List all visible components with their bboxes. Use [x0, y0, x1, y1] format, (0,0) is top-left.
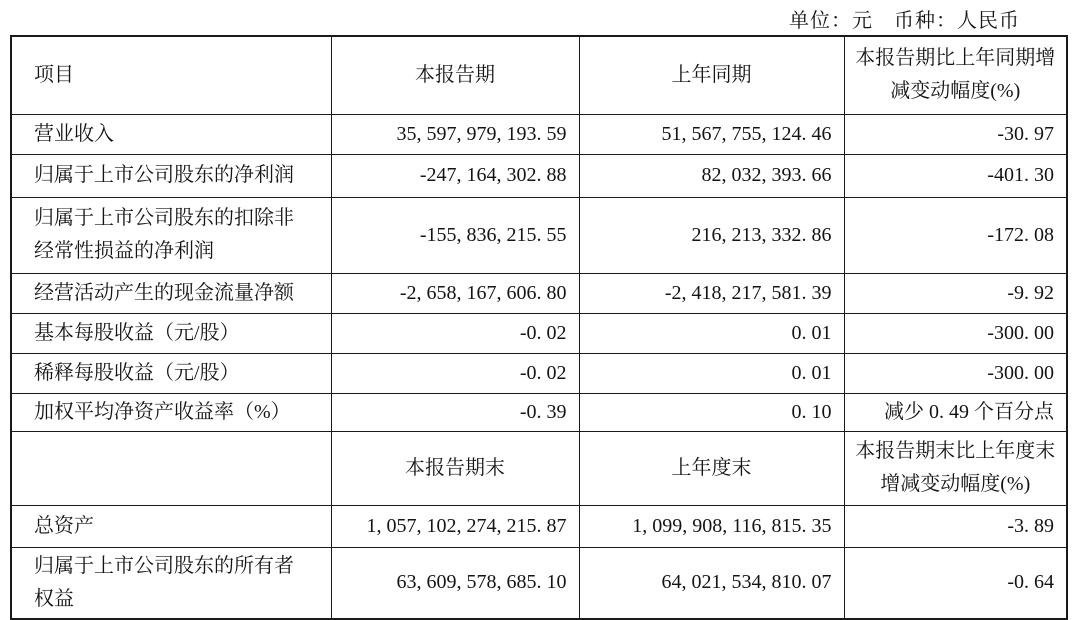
- item-label-cell: 总资产: [11, 505, 331, 547]
- table-row-basic-eps: [11, 313, 1067, 353]
- item-label-cell: 营业收入: [11, 114, 331, 154]
- change-cell: -0. 64: [844, 547, 1067, 619]
- col-header-current-period: 本报告期: [331, 36, 579, 114]
- current-period-cell: -0. 39: [331, 393, 579, 431]
- table-row-deducted-net-profit: [11, 197, 1067, 273]
- prior-period-cell: 82, 032, 393. 66: [579, 154, 844, 197]
- current-period-cell: -155, 836, 215. 55: [331, 197, 579, 273]
- prior-period-cell: 216, 213, 332. 86: [579, 197, 844, 273]
- current-period-cell: -0. 02: [331, 313, 579, 353]
- change-cell: -3. 89: [844, 505, 1067, 547]
- current-period-cell: -247, 164, 302. 88: [331, 154, 579, 197]
- prior-period-cell: 0. 01: [579, 353, 844, 393]
- prior-period-cell: -2, 418, 217, 581. 39: [579, 273, 844, 313]
- current-period-cell: -2, 658, 167, 606. 80: [331, 273, 579, 313]
- col-header-current-period-end: 本报告期末: [331, 431, 579, 505]
- prior-period-cell: 0. 10: [579, 393, 844, 431]
- col-header-item: 项目: [11, 36, 331, 114]
- table-row-operating-cash-flow: [11, 273, 1067, 313]
- item-label-cell: 归属于上市公司股东的所有者权益: [11, 547, 331, 619]
- table-row-owners-equity: [11, 547, 1067, 619]
- change-cell: 减少 0. 49 个百分点: [844, 393, 1067, 431]
- item-label-cell: 稀释每股收益（元/股）: [11, 353, 331, 393]
- item-label-cell: 加权平均净资产收益率（%）: [11, 393, 331, 431]
- current-period-cell: 63, 609, 578, 685. 10: [331, 547, 579, 619]
- item-label-cell: 基本每股收益（元/股）: [11, 313, 331, 353]
- prior-period-cell: 64, 021, 534, 810. 07: [579, 547, 844, 619]
- table-row-total-assets: [11, 505, 1067, 547]
- current-period-cell: 1, 057, 102, 274, 215. 87: [331, 505, 579, 547]
- change-cell: -9. 92: [844, 273, 1067, 313]
- period-end-header-row: [11, 431, 1067, 505]
- change-cell: -30. 97: [844, 114, 1067, 154]
- table-row-diluted-eps: [11, 353, 1067, 393]
- item-label-cell: 归属于上市公司股东的扣除非经常性损益的净利润: [11, 197, 331, 273]
- current-period-cell: -0. 02: [331, 353, 579, 393]
- col-header-end-change: 本报告期末比上年度末增减变动幅度(%): [844, 431, 1067, 505]
- change-cell: -300. 00: [844, 313, 1067, 353]
- change-cell: -172. 08: [844, 197, 1067, 273]
- change-cell: -300. 00: [844, 353, 1067, 393]
- financial-summary-table: [10, 35, 1068, 620]
- table-row-weighted-avg-roe: [11, 393, 1067, 431]
- table-row-revenue: [11, 114, 1067, 154]
- table-row-net-profit: [11, 154, 1067, 197]
- current-period-cell: 35, 597, 979, 193. 59: [331, 114, 579, 154]
- col-header-prior-year-end: 上年度末: [579, 431, 844, 505]
- col-header-item-blank: [11, 431, 331, 505]
- unit-currency-note: 单位：元 币种：人民币: [789, 10, 1020, 32]
- prior-period-cell: 51, 567, 755, 124. 46: [579, 114, 844, 154]
- item-label-cell: 归属于上市公司股东的净利润: [11, 154, 331, 197]
- col-header-change: 本报告期比上年同期增减变动幅度(%): [844, 36, 1067, 114]
- period-header-row: [11, 36, 1067, 114]
- prior-period-cell: 1, 099, 908, 116, 815. 35: [579, 505, 844, 547]
- change-cell: -401. 30: [844, 154, 1067, 197]
- col-header-prior-period: 上年同期: [579, 36, 844, 114]
- prior-period-cell: 0. 01: [579, 313, 844, 353]
- item-label-cell: 经营活动产生的现金流量净额: [11, 273, 331, 313]
